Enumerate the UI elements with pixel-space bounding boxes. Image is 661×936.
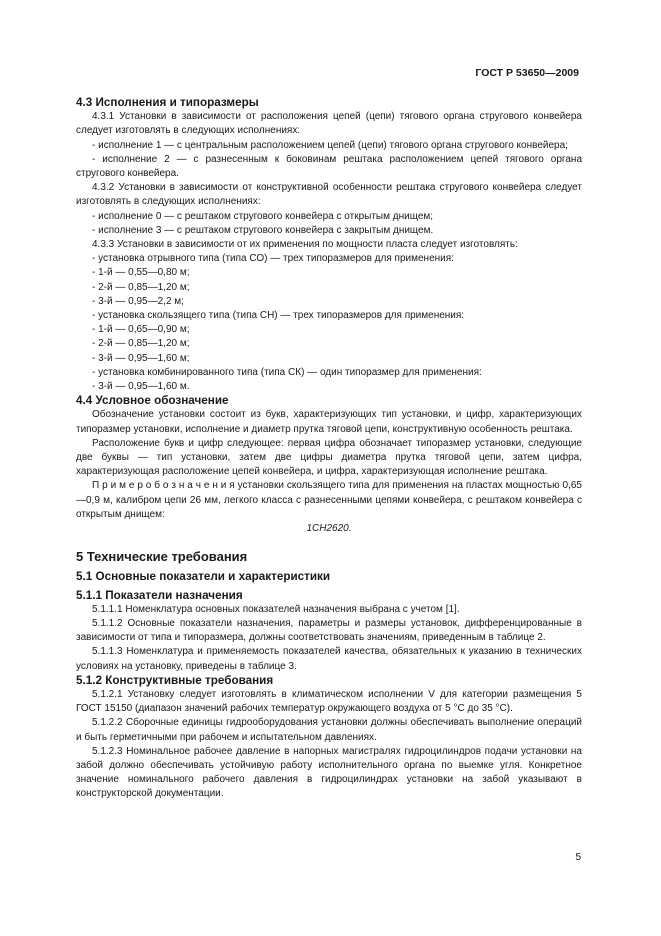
section-heading: 5.1 Основные показатели и характеристики [76,570,331,584]
paragraph: 1СН2620. [306,523,352,535]
paragraph: Расположение букв и цифр следующее: первая цифра обозначает типоразмер установки, следующие две буквы — тип установки, затем две цифры диаметра прутка тяговой цепи, затем цифра, характеризующая расположение цепей конвейера, и цифра, характеризующая исполнение рештака. [76,437,582,478]
paragraph: - исполнение 0 — с рештаком стругового конвейера с открытым днищем; [92,210,434,222]
paragraph: 5.1.2.3 Номинальное рабочее давление в напорных магистралях гидроцилиндров подачи установки на забой должно обеспечивать устойчивую работу исполнительного органа по выемке угля. Конкретное значение номинального рабочего давления в гидроцилиндрах установки на забой указывают в конструкторской документации. [76,745,582,800]
page-header: ГОСТ Р 53650—2009 [475,67,579,79]
spacer [76,536,582,548]
paragraph: - 1-й — 0,65—0,90 м; [92,324,190,336]
paragraph: 5.1.1.2 Основные показатели назначения, параметры и размеры установок, дифференцированные в зависимости от типа и типоразмера, должны соответствовать значениям, приведенным в таблице 2. [76,617,582,644]
paragraph: - 1-й — 0,55—0,80 м; [92,267,190,279]
paragraph: 4.3.3 Установки в зависимости от их применения по мощности пласта следует изготовлять: [92,239,518,251]
paragraph: - 3-й — 0,95—1,60 м. [92,381,190,393]
paragraph: 5.1.2.1 Установку следует изготовлять в климатическом исполнении V для категории размещения 5 ГОСТ 15150 (диапазон значений рабочих температур окружающего воздуха от 5 °С до 35 °С). [76,688,582,715]
paragraph: - 2-й — 0,85—1,20 м; [92,338,190,350]
paragraph: 5.1.1.3 Номенклатура и применяемость показателей качества, обязательных к указанию в технических условиях на установку, приведены в таблице 3. [76,646,582,672]
paragraph: - установка комбинированного типа (типа СК) — один типоразмер для применения: [92,366,482,378]
paragraph: - исполнение 2 — с разнесенным к боковинам рештака расположением цепей тягового органа стругового конвейера. [76,153,582,180]
paragraph: - 2-й — 0,85—1,20 м; [92,281,190,293]
paragraph: 4.3.1 Установки в зависимости от расположения цепей (цепи) тягового органа стругового конвейера следует изготовлять в следующих исполнениях: [76,111,582,137]
paragraph: 5.1.2.2 Сборочные единицы гидрооборудования установки должны обеспечивать выполнение операций и быть герметичными при рабочем и испытательном давлениях. [76,717,582,743]
section-heading: 4.3 Исполнения и типоразмеры [76,96,259,109]
paragraph: П р и м е р о б о з н а ч е н и я установки скользящего типа для применения на пластах мощностью 0,65—0,9 м, калибром цепи 26 мм, легкого класса с разнесенными цепями конвейера, с рештаком конвейера с открытым днищем: [76,480,582,520]
document-body [76,96,582,802]
section-heading: 4.4 Условное обозначение [76,394,229,408]
paragraph: - исполнение 1 — с центральным расположением цепей (цепи) тягового органа стругового конвейера; [92,139,568,151]
page-number: 5 [575,852,581,863]
paragraph: 5.1.1.1 Номенклатура основных показателей назначения выбрана с учетом [1]. [92,603,460,615]
paragraph: Обозначение установки состоит из букв, характеризующих тип установки, и цифр, характеризующих типоразмер установки, исполнение и диаметр прутка тяговой цепи, конструктивную особенность рештака. [76,409,582,435]
paragraph: - 3-й — 0,95—1,60 м; [92,352,190,364]
section-heading: 5 Технические требования [76,549,248,565]
paragraph: 4.3.2 Установки в зависимости от конструктивной особенности рештака стругового конвейера следует изготовлять в следующих исполнениях: [76,182,582,208]
section-heading: 5.1.2 Конструктивные требования [76,673,274,687]
paragraph: - исполнение 3 — с рештаком стругового конвейера с закрытым днищем. [92,224,434,236]
section-heading: 5.1.1 Показатели назначения [76,588,243,602]
paragraph: - установка отрывного типа (типа СО) — трех типоразмеров для применения: [92,253,454,265]
paragraph: - установка скользящего типа (типа СН) — трех типоразмеров для применения: [92,310,465,322]
paragraph: - 3-й — 0,95—2,2 м; [92,295,184,307]
